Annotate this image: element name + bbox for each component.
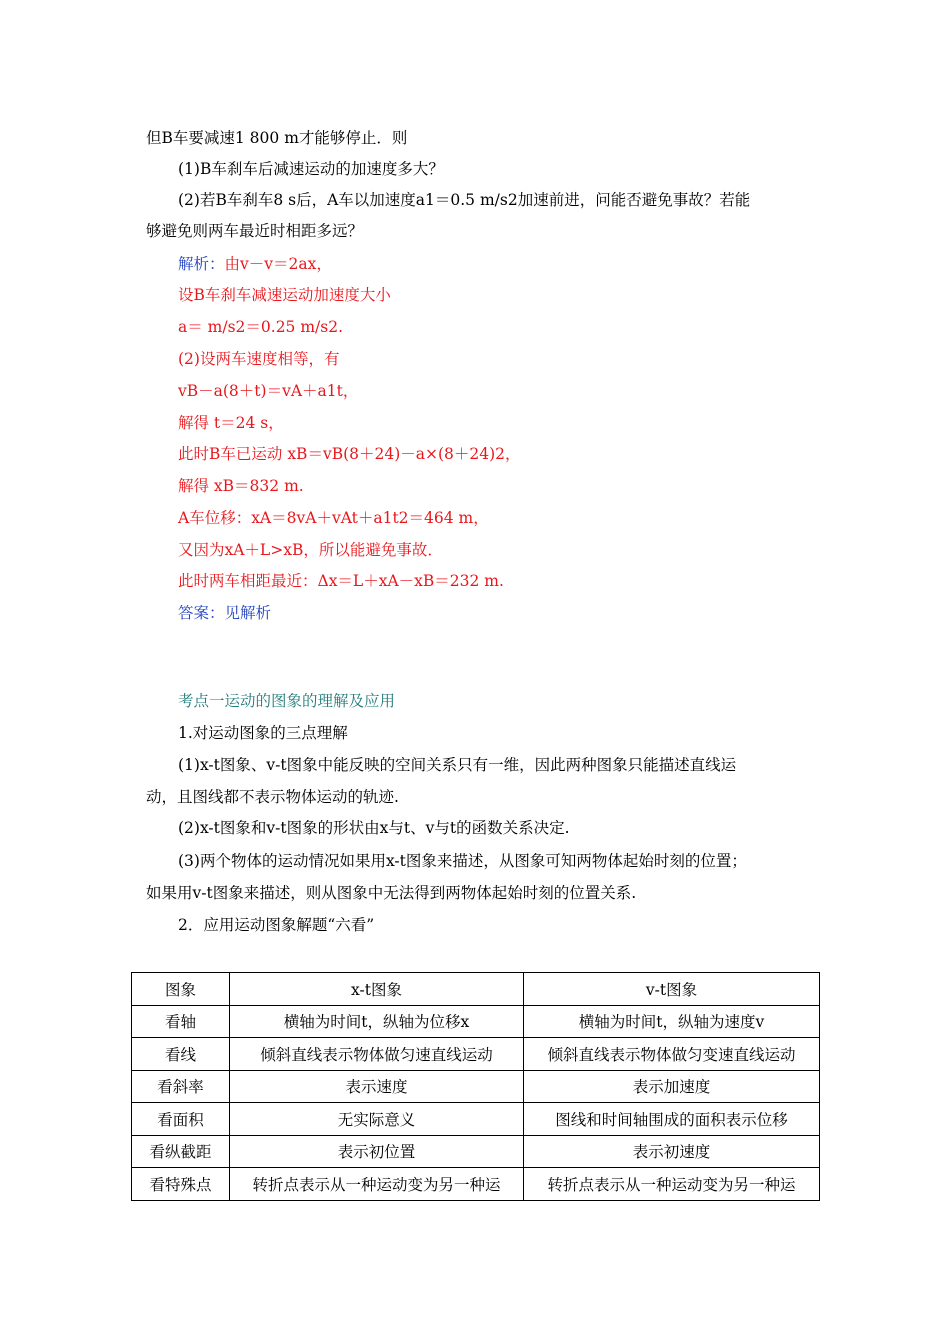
- table-row: [132, 1005, 820, 1038]
- table-cell: 横轴为时间t，纵轴为速度v: [524, 1005, 820, 1038]
- table-row: [132, 1038, 820, 1071]
- table-cell: 转折点表示从一种运动变为另一种运: [524, 1168, 820, 1201]
- answer-line: [178, 603, 848, 623]
- table-cell: 无实际意义: [230, 1103, 524, 1136]
- table-cell: 表示速度: [230, 1070, 524, 1103]
- solution-line-11: 此时两车相距最近：Δx＝L＋xA－xB＝232 m.: [178, 572, 504, 590]
- table-row: [132, 1070, 820, 1103]
- table-row: [132, 1103, 820, 1136]
- table-cell: 图象: [132, 973, 230, 1006]
- paragraph-4-line-2: 如果用v-t图象来描述，则从图象中无法得到两物体起始时刻的位置关系.: [146, 884, 637, 902]
- solution-line-10: 又因为xA＋L>xB，所以能避免事故．: [178, 541, 443, 559]
- table-cell: 横轴为时间t，纵轴为位移x: [230, 1005, 524, 1038]
- table-cell: 看线: [132, 1038, 230, 1071]
- table-row: [132, 1135, 820, 1168]
- table-cell: 图线和时间轴围成的面积表示位移: [524, 1103, 820, 1136]
- solution-line-1: [178, 254, 848, 274]
- table-row: [132, 973, 820, 1006]
- paragraph-2-line-2: 动，且图线都不表示物体运动的轨迹.: [146, 788, 399, 806]
- table-cell: 看纵截距: [132, 1135, 230, 1168]
- paragraph-3: (2)x-t图象和v-t图象的形状由x与t、v与t的函数关系决定.: [178, 819, 570, 837]
- solution-line-6: 解得 t＝24 s，: [178, 414, 284, 432]
- solution-line-7: 此时B车已运动 xB＝vB(8＋24)－a×(8＋24)2，: [178, 445, 521, 463]
- solution-line-4: (2)设两车速度相等，有: [178, 350, 340, 368]
- table-cell: 看斜率: [132, 1070, 230, 1103]
- table-cell: v-t图象: [524, 973, 820, 1006]
- paragraph-4-line-1: (3)两个物体的运动情况如果用x-t图象来描述，从图象可知两物体起始时刻的位置；: [178, 852, 747, 870]
- solution-text: 由v－v＝2ax，: [224, 255, 332, 273]
- table-cell: 倾斜直线表示物体做匀变速直线运动: [524, 1038, 820, 1071]
- solution-line-5: vB－a(8＋t)＝vA＋a1t，: [178, 382, 359, 400]
- solution-label: 解析：: [178, 255, 225, 273]
- question-2-line-2: 够避免则两车最近时相距多远？: [146, 222, 364, 240]
- table-cell: 表示加速度: [524, 1070, 820, 1103]
- answer-text: 见解析: [224, 604, 272, 622]
- table-row: [132, 1168, 820, 1201]
- table-cell: 表示初位置: [230, 1135, 524, 1168]
- table-cell: 看轴: [132, 1005, 230, 1038]
- intro-line: 但B车要减速1 800 m才能够停止．则: [146, 129, 408, 147]
- paragraph-2-line-1: (1)x-t图象、v-t图象中能反映的空间关系只有一维，因此两种图象只能描述直线运: [178, 756, 737, 774]
- question-2-line-1: (2)若B车刹车8 s后，A车以加速度a1＝0.5 m/s2加速前进，问能否避免事故？若能: [178, 191, 751, 209]
- answer-label: 答案：: [178, 604, 225, 622]
- solution-line-2: 设B车刹车减速运动加速度大小: [178, 286, 391, 304]
- section-heading: 考点一运动的图象的理解及应用: [178, 692, 396, 710]
- paragraph-1: 1.对运动图象的三点理解: [178, 724, 348, 742]
- table-cell: 倾斜直线表示物体做匀速直线运动: [230, 1038, 524, 1071]
- solution-line-8: 解得 xB＝832 m.: [178, 477, 304, 495]
- question-1: (1)B车刹车后减速运动的加速度多大？: [178, 160, 444, 178]
- table-cell: 转折点表示从一种运动变为另一种运: [230, 1168, 524, 1201]
- table-cell: 表示初速度: [524, 1135, 820, 1168]
- paragraph-5: 2．应用运动图象解题“六看”: [178, 916, 375, 934]
- table-cell: x-t图象: [230, 973, 524, 1006]
- table-cell: 看面积: [132, 1103, 230, 1136]
- solution-line-3: a＝ m/s2＝0.25 m/s2.: [178, 318, 344, 336]
- solution-line-9: A车位移：xA＝8vA＋vAt＋a1t2＝464 m，: [178, 509, 489, 527]
- six-views-table: [131, 972, 820, 1201]
- table-cell: 看特殊点: [132, 1168, 230, 1201]
